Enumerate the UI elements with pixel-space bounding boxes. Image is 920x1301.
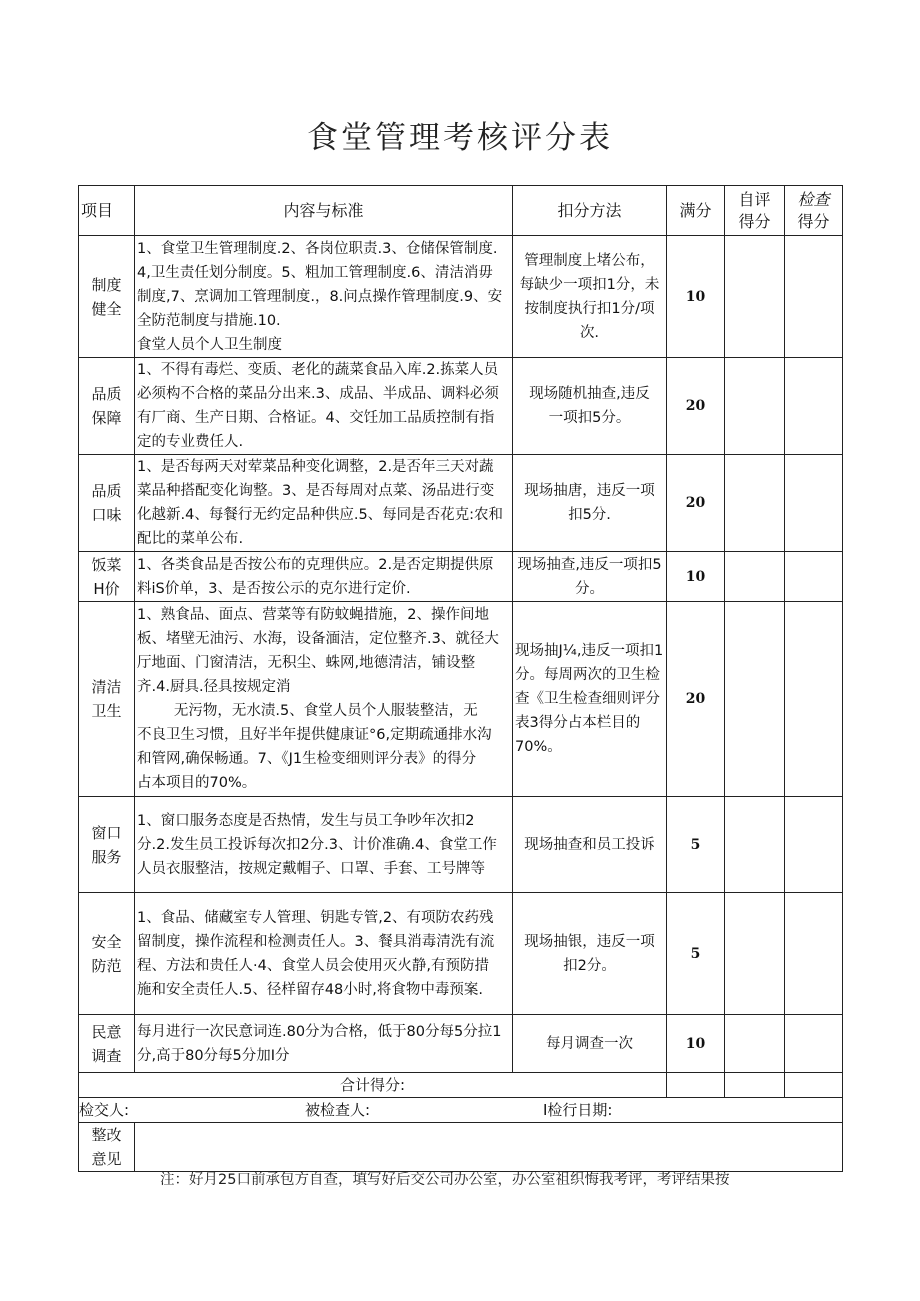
content-cell	[135, 455, 513, 552]
self-score-cell	[725, 602, 785, 797]
item-line: 安全	[91, 932, 122, 951]
item-cell	[79, 602, 135, 797]
full-score-cell: 20	[667, 358, 725, 455]
content-line: 4,卫生责任划分制度。5、粗加工管理制度.6、清洁消毋	[137, 264, 493, 281]
content-line: 料iS价单，3、是否按公示的克尔进行定价.	[137, 580, 411, 597]
table-row	[79, 797, 843, 893]
self-score-cell	[725, 455, 785, 552]
total-label: 合计得分:	[79, 1073, 667, 1098]
header-self-line2: 得分	[738, 211, 771, 231]
full-score-cell: 20	[667, 455, 725, 552]
total-row	[79, 1073, 843, 1098]
method-line: 现场抽银，违反一项	[524, 933, 655, 950]
item-cell	[79, 455, 135, 552]
content-line: 制度,7、烹调加工管理制度.，8.问点操作管理制度.9、安	[137, 288, 503, 305]
check-score-cell	[785, 797, 843, 893]
item-cell	[79, 1015, 135, 1073]
method-line: 现场随机抽查,违反	[529, 386, 650, 402]
check-score-cell	[785, 552, 843, 602]
header-check-score	[785, 186, 843, 236]
content-line: 程、方法和贵任人·4、食堂人员会使用灭火静,有预防措	[137, 957, 489, 974]
method-cell	[513, 455, 667, 552]
table-row	[79, 602, 843, 797]
full-score-cell: 10	[667, 236, 725, 358]
method-line: 每月调查一次	[546, 1035, 633, 1052]
item-line: 防范	[91, 956, 122, 975]
content-line: 配比的菜单公布.	[137, 531, 244, 547]
method-line: 扣2分。	[563, 957, 616, 974]
content-line: 定的专业费任人.	[137, 434, 244, 450]
full-score-cell: 10	[667, 1015, 725, 1073]
content-line: 1、熟食品、面点、营菜等有防蚊蝇措施，2、操作间地	[137, 607, 489, 623]
item-line: 饭菜	[91, 555, 122, 574]
content-line: 留制度，操作流程和检测责任人。3、餐具消毒清洗有流	[137, 933, 495, 950]
method-line: 每缺少一项扣1分，未	[519, 276, 660, 293]
header-item: 项目	[79, 186, 135, 236]
content-cell	[135, 552, 513, 602]
item-line: 民意	[91, 1022, 122, 1041]
signature-cell	[79, 1098, 843, 1123]
item-line: 窗口	[91, 823, 122, 842]
item-line: 口味	[91, 506, 122, 524]
method-line: 分。	[575, 580, 604, 597]
item-cell	[79, 552, 135, 602]
content-line: 1、食品、储藏室专人管理、钥匙专管,2、有项防农药残	[137, 909, 494, 926]
full-score-cell: 10	[667, 552, 725, 602]
rectify-line: 整改	[91, 1126, 122, 1144]
item-line: H价	[93, 579, 120, 598]
content-line: 1、食堂卫生管理制度.2、各岗位职责.3、仓储保管制度.	[137, 240, 498, 257]
check-score-cell	[785, 358, 843, 455]
table-row	[79, 236, 843, 358]
table-row	[79, 893, 843, 1015]
inspection-date-label: I检行日期:	[543, 1101, 613, 1119]
content-cell	[135, 893, 513, 1015]
signature-row	[79, 1098, 843, 1123]
rectify-line: 意见	[91, 1150, 122, 1168]
content-line: 化越新.4、每餐行无约定品种供应.5、每同是否花克:农和	[137, 507, 504, 523]
method-line: 分。每周两次的卫生检	[515, 667, 660, 683]
header-self-score	[725, 186, 785, 236]
method-cell	[513, 1015, 667, 1073]
footnote: 注：好月25口前承包方自查，填写好后交公司办公室，办公室祖织悔我考评，考评结果按	[160, 1172, 730, 1188]
method-cell	[513, 893, 667, 1015]
content-cell	[135, 797, 513, 893]
method-cell	[513, 236, 667, 358]
total-self-cell	[725, 1073, 785, 1098]
content-line: 必须构不合格的菜品分出来.3、成品、半成品、调料必须	[137, 386, 499, 402]
item-cell	[79, 893, 135, 1015]
content-line: 分,高于80分每5分加I分	[137, 1047, 290, 1064]
table-row	[79, 1015, 843, 1073]
method-line: 现场抽唐，违反一项	[524, 483, 655, 499]
score-table	[78, 185, 843, 1172]
content-line: 每月进行一次民意词连.80分为合格，低于80分每5分拉1	[137, 1023, 502, 1040]
content-line: 不良卫生习惯，且好半年提供健康证°6,定期疏通排水沟	[137, 727, 492, 743]
check-score-cell	[785, 602, 843, 797]
inspector-label: 检交人:	[79, 1101, 130, 1119]
method-line: 现场抽查和员工投诉	[524, 836, 655, 853]
check-score-cell	[785, 455, 843, 552]
content-line: 占本项目的70%。	[137, 775, 257, 791]
self-score-cell	[725, 797, 785, 893]
item-line: 健全	[91, 299, 122, 318]
header-self-line1: 自评	[738, 189, 771, 209]
item-line: 制度	[91, 275, 122, 294]
item-line: 品质	[91, 482, 122, 500]
content-line: 菜品种搭配变化询整。3、是否每周对点菜、汤品进行变	[137, 483, 495, 499]
check-score-cell	[785, 893, 843, 1015]
self-score-cell	[725, 236, 785, 358]
header-full-score: 满分	[667, 186, 725, 236]
item-line: 卫生	[91, 702, 122, 720]
check-score-cell	[785, 1015, 843, 1073]
method-cell	[513, 358, 667, 455]
method-line: 管理制度上堵公布，	[524, 252, 655, 269]
self-score-cell	[725, 893, 785, 1015]
content-line: 板、堵壁无油污、水海，设备湎洁，定位整齐.3、就径大	[137, 631, 499, 647]
self-score-cell	[725, 552, 785, 602]
content-line: 1、是否每两天对荤菜品种变化调整，2.是否年三天对蔬	[137, 459, 494, 475]
method-line: 扣5分.	[568, 507, 611, 523]
content-line: 1、不得有毒烂、变质、老化的蔬菜食品入库.2.拣菜人员	[137, 362, 499, 378]
content-cell	[135, 236, 513, 358]
content-line: 和管网,确保畅通。7、《J1生检变细则评分表》的得分	[137, 751, 477, 767]
header-row	[79, 186, 843, 236]
full-score-cell: 5	[667, 797, 725, 893]
item-line: 品质	[91, 385, 122, 403]
method-line: 表3得分占本栏目的	[515, 715, 641, 731]
method-cell	[513, 552, 667, 602]
content-line: 人员衣服整洁，按规定戴帽子、口罩、手套、工号牌等	[137, 860, 485, 877]
method-line: 查《卫生检查细则评分	[515, 691, 660, 707]
content-cell	[135, 602, 513, 797]
item-cell	[79, 797, 135, 893]
table-row	[79, 552, 843, 602]
inspected-label: 被检查人:	[305, 1101, 371, 1119]
content-line: 1、窗口服务态度是否热情，发生与员工争吵年次扣2	[137, 812, 475, 829]
check-score-cell	[785, 236, 843, 358]
full-score-cell: 5	[667, 893, 725, 1015]
header-method: 扣分方法	[513, 186, 667, 236]
rectify-row	[79, 1123, 843, 1172]
total-check-cell	[785, 1073, 843, 1098]
item-cell	[79, 236, 135, 358]
header-check-line1: 检查	[797, 189, 830, 209]
method-cell	[513, 797, 667, 893]
content-line: 全防范制度与措施.10.	[137, 312, 281, 329]
total-full-cell	[667, 1073, 725, 1098]
item-cell	[79, 358, 135, 455]
content-line: 施和安全责任人.5、径样留存48小时,将食物中毒预案.	[137, 981, 484, 998]
rectify-label	[79, 1123, 135, 1172]
rectify-field[interactable]	[135, 1123, 843, 1172]
content-cell	[135, 1015, 513, 1073]
method-line: 一项扣5分。	[548, 410, 631, 426]
content-line: 有厂商、生产日期、合格证。4、交饪加工品质控制有指	[137, 410, 495, 426]
self-score-cell	[725, 1015, 785, 1073]
method-cell	[513, 602, 667, 797]
full-score-cell: 20	[667, 602, 725, 797]
content-line: 1、各类食品是否按公布的克理供应。2.是否定期提供原	[137, 556, 494, 573]
content-line: 齐.4.厨具.径具按规定消	[137, 679, 291, 695]
method-line: 现场抽J¼,违反一项扣1	[515, 643, 664, 659]
page-title: 食堂管理考核评分表	[307, 120, 613, 156]
item-line: 保障	[91, 409, 122, 427]
table-row	[79, 358, 843, 455]
method-line: 按制度执行扣1分/项	[524, 300, 655, 317]
content-line: 厅地面、门窗清洁，无积尘、蛛网,地德清洁，铺设整	[137, 655, 476, 671]
method-line: 70%。	[515, 739, 562, 755]
content-line: 食堂人员个人卫生制度	[137, 336, 282, 353]
item-line: 清洁	[91, 678, 122, 696]
table-row	[79, 455, 843, 552]
content-cell	[135, 358, 513, 455]
method-line: 现场抽查,违反一项扣5	[517, 556, 662, 573]
item-line: 调查	[91, 1046, 122, 1065]
content-line: 分.2.发生员工投诉每次扣2分.3、计价准确.4、食堂工作	[137, 836, 497, 853]
content-line: 无污物，无水渍.5、食堂人员个人服装整洁，无	[137, 703, 478, 719]
header-content: 内容与标准	[135, 186, 513, 236]
item-line: 服务	[91, 847, 122, 866]
method-line: 次.	[579, 324, 600, 341]
self-score-cell	[725, 358, 785, 455]
header-check-line2: 得分	[797, 211, 830, 231]
